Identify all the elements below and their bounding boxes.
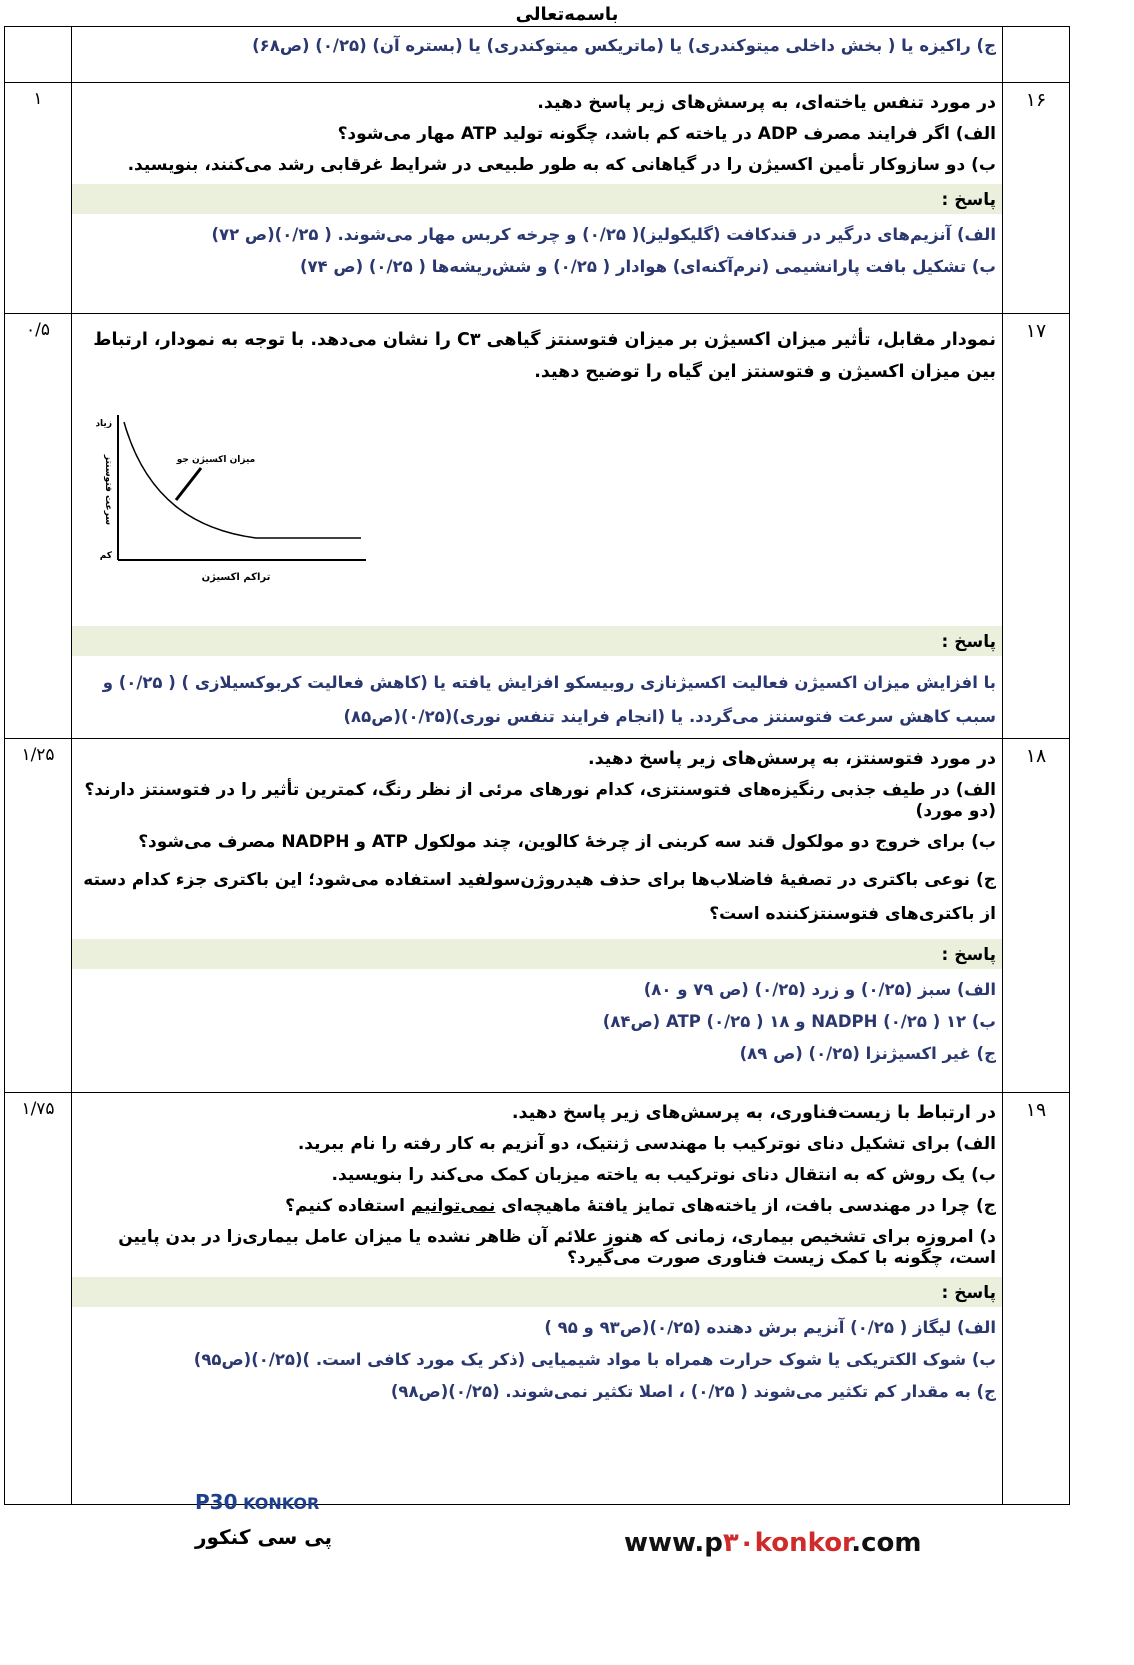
table-row [5, 27, 1070, 83]
answer-line: ب) تشکیل بافت پارانشیمی (نرم‌آکنه‌ای) هوادار ( ۰/۲۵) و شش‌ریشه‌ها ( ۰/۲۵) (ص ۷۴) [299, 257, 996, 276]
sub-question: الف) در طیف جذبی رنگیزه‌های فتوسنتزی، کدام نورهای مرئی از نظر رنگ، کمترین تأثیر را در فتوسنتز دارند؟ (دو مورد) [84, 780, 996, 821]
url-part: ۳۰ [722, 1528, 755, 1558]
sub-c-underlined: نمی‌توانیم [410, 1196, 496, 1216]
sub-c-after: استفاده کنیم؟ [285, 1196, 411, 1216]
question-number-cell: ۱۸ [1003, 739, 1070, 1093]
p30konkor-logo [195, 1490, 319, 1514]
exam-answer-table [4, 26, 1070, 1505]
y-axis-label: سرعت فتوسنتز [103, 454, 113, 526]
question-body-cell [72, 314, 1003, 739]
y-low-label: کم [99, 551, 112, 561]
answer-line: ب) NADPH (۰/۲۵ ) ۱۲ و ATP (۰/۲۵ ) ۱۸ (ص۸۴) [602, 1012, 996, 1031]
answer-line: الف) آنزیم‌های درگیر در قندکافت (گلیکولیز)( ۰/۲۵) و چرخه کربس مهار می‌شوند. ( ۰/۲۵)(ص ۷۲) [211, 225, 996, 244]
url-part: konkor [754, 1528, 852, 1558]
sub-question: ج) نوعی باکتری در تصفیهٔ فاضلاب‌ها برای حذف هیدروژن‌سولفید استفاده می‌شود؛ این باکتری جزء کدام دسته از باکتری‌های فتوسنتزکننده است؟ [83, 870, 996, 924]
question-number-cell: ۱۹ [1003, 1093, 1070, 1505]
x-axis-label: تراکم اکسیژن [201, 572, 271, 583]
question-body-cell [72, 83, 1003, 314]
website-url[interactable] [624, 1528, 921, 1558]
question-body-cell [72, 27, 1003, 83]
answer-label-bar: پاسخ : [72, 626, 1002, 656]
table-row [5, 83, 1070, 314]
url-part: .com [851, 1528, 922, 1558]
answer-line: ج) غیر اکسیژنزا (۰/۲۵) (ص ۸۹) [739, 1044, 996, 1063]
question-text: در مورد تنفس یاخته‌ای، به پرسش‌های زیر پاسخ دهید. [537, 93, 996, 113]
oxygen-photosynthesis-graph [76, 400, 996, 600]
annotation-label: میزان اکسیژن جو [176, 455, 256, 465]
answer-line: الف) لیگاز ( ۰/۲۵) آنزیم برش دهنده (۰/۲۵)(ص۹۳ و ۹۵ ) [544, 1318, 996, 1337]
question-text: در مورد فتوسنتز، به پرسش‌های زیر پاسخ دهید. [587, 749, 996, 769]
answer-line: الف) سبز (۰/۲۵) و زرد (۰/۲۵) (ص ۷۹ و ۸۰) [643, 980, 996, 999]
curve-line [124, 422, 361, 538]
question-body-cell [72, 1093, 1003, 1505]
sub-question: الف) اگر فرایند مصرف ADP در یاخته کم باشد، چگونه تولید ATP مهار می‌شود؟ [337, 124, 996, 144]
answer-label-bar: پاسخ : [72, 184, 1002, 214]
logo-prefix: P30 [195, 1490, 238, 1514]
page-header-title: باسمه‌تعالی [515, 4, 619, 25]
table-row [5, 314, 1070, 739]
score-cell: ۰/۵ [5, 314, 72, 739]
answer-line: ج) به مقدار کم تکثیر می‌شوند ( ۰/۲۵) ، اصلا تکثیر نمی‌شوند. (۰/۲۵)(ص۹۸) [390, 1382, 996, 1401]
answer-label-bar: پاسخ : [72, 1277, 1002, 1307]
question-number-cell [1003, 27, 1070, 83]
sub-question-c [76, 1196, 996, 1217]
sub-question: ب) دو سازوکار تأمین اکسیژن را در گیاهانی که به طور طبیعی در شرایط غرقابی رشد می‌کنند، بنویسید. [127, 155, 996, 175]
table-row [5, 739, 1070, 1093]
sub-question: ب) برای خروج دو مولکول قند سه کربنی از چرخهٔ کالوین، چند مولکول ATP و NADPH مصرف می‌شود؟ [138, 832, 996, 852]
logo-suffix: KONKOR [243, 1494, 320, 1513]
url-part: www.p [624, 1528, 723, 1558]
answer-line: ج) راکیزه یا ( بخش داخلی میتوکندری) یا (ماتریکس میتوکندری) یا (بستره آن) (۰/۲۵) (ص۶۸) [252, 36, 996, 55]
score-cell: ۱/۷۵ [5, 1093, 72, 1505]
score-cell: ۱ [5, 83, 72, 314]
question-number-cell: ۱۷ [1003, 314, 1070, 739]
sub-question: د) امروزه برای تشخیص بیماری، زمانی که هنوز علائم آن ظاهر نشده یا میزان عامل بیماری‌زا در بدن پایین است، چگونه با کمک زیست فناوری صورت می‌گیرد؟ [118, 1227, 996, 1268]
question-number-cell: ۱۶ [1003, 83, 1070, 314]
y-high-label: زیاد [95, 419, 112, 429]
question-body-cell [72, 739, 1003, 1093]
answer-line: ب) شوک الکتریکی یا شوک حرارت همراه با مواد شیمیایی (ذکر یک مورد کافی است. )(۰/۲۵)(ص۹۵) [193, 1350, 996, 1369]
question-text: نمودار مقابل، تأثیر میزان اکسیژن بر میزان فتوسنتز گیاهی C۳ را نشان می‌دهد. با توجه به نمودار، ارتباط بین میزان اکسیژن و فتوسنتز این گیاه را توضیح دهید. [93, 330, 996, 382]
score-cell [5, 27, 72, 83]
answer-line: با افزایش میزان اکسیژن فعالیت اکسیژنازی روبیسکو افزایش یافته یا (کاهش فعالیت کربوکسیلازی ) ( ۰/۲۵) و سبب کاهش سرعت فتوسنتز می‌گردد. یا (انجام فرایند تنفس نوری)(۰/۲۵)(ص۸۵) [102, 673, 996, 726]
score-cell: ۱/۲۵ [5, 739, 72, 1093]
answer-label-bar: پاسخ : [72, 939, 1002, 969]
graph-svg [76, 400, 376, 600]
brand-name-fa: پی سی کنکور [195, 1525, 333, 1549]
annotation-pointer [176, 468, 201, 500]
sub-question: الف) برای تشکیل دنای نوترکیب با مهندسی ژنتیک، دو آنزیم به کار رفته را نام ببرید. [297, 1134, 996, 1154]
sub-c-before: ج) چرا در مهندسی بافت، از یاخته‌های تمایز یافتهٔ ماهیچه‌ای [495, 1196, 996, 1216]
sub-question: ب) یک روش که به انتقال دنای نوترکیب به یاخته میزبان کمک می‌کند را بنویسید. [331, 1165, 996, 1185]
question-text: در ارتباط با زیست‌فناوری، به پرسش‌های زیر پاسخ دهید. [511, 1103, 996, 1123]
table-row [5, 1093, 1070, 1505]
